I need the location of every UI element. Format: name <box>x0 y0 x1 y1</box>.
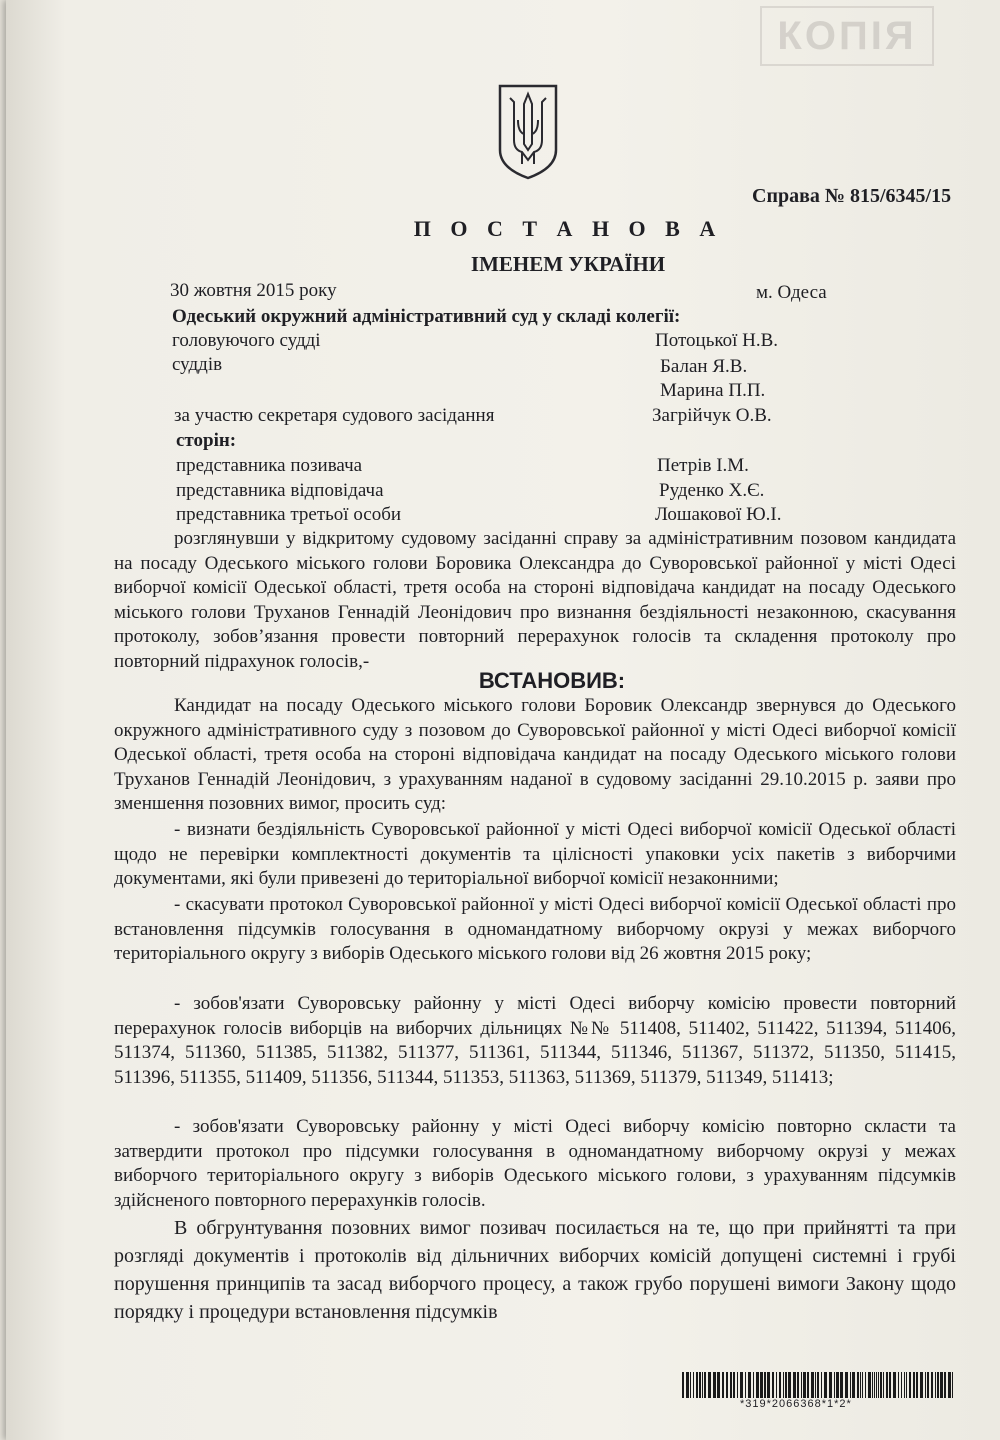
claim-item <box>114 893 956 967</box>
intro-text: розглянувши у відкритому судовому засіданні справу за адміністративним позовом кандидата на посаду Одеського міського голови Боровика Олександра до Суворовської районної у місті Одесі виборчої комісії Одеської області, третя особа на стороні відповідача кандидат на посаду Одеського міського голови Труханов Геннадій Леонідович про визнання бездіяльності незаконною, скасування протоколу, зобов’язання провести повторний перерахунок голосів та складення протоколу про повторний підрахунок голосів,- <box>114 528 956 672</box>
document-subtitle: ІМЕНЕМ УКРАЇНИ <box>470 252 666 276</box>
claim-item <box>114 818 956 892</box>
paragraph-1 <box>114 694 956 817</box>
barcode-number: *319*2066368*1*2* <box>740 1398 852 1410</box>
claim-text: - зобов'язати Суворовську районну у місті Одесі виборчу комісію повторно скласти та затвердити протокол про підсумки голосування в одномандатному виборчому окрузі у межах виборчого територіального округу з виборів Одеського міського голови, з урахуванням підсумків здійсненого повторного перерахунків голосів. <box>114 1116 956 1211</box>
claim-text: - визнати бездіяльність Суворовської районної у місті Одесі виборчої комісії Одеської області щодо не перевірки комплектності документів та цілісності упаковки усіх пакетів з виборчими документами, які були привезені до територіальної виборчої комісії незаконними; <box>114 819 956 890</box>
claim-item <box>114 992 956 1090</box>
panel-role: головуючого судді <box>172 330 321 351</box>
paragraph-2-text: В обгрунтування позовних вимог позивач посилається на те, що при прийнятті та при розгляді документів і протоколів від дільничних виборчих комісій допущені системні і грубі порушення принципів та засад виборчого процесу, а також грубо порушені вимоги Закону щодо порядку і процедури встановлення підсумків <box>114 1217 956 1323</box>
panel-role: суддів <box>172 354 223 375</box>
party-name: Лошакової Ю.І. <box>655 504 782 525</box>
panel-name: Марина П.П. <box>660 380 766 401</box>
case-number: Справа № 815/6345/15 <box>752 185 952 207</box>
claim-text: - зобов'язати Суворовську районну у місті Одесі виборчу комісію провести повторний перерахунок голосів виборців на виборчих дільницях №№ 511408, 511402, 511422, 511394, 511406, 511374, 511360, 511385, 511382, 511377, 511361, 511344, 511346, 511367, 511372, 511350, 511415, 511396, 511355, 511409, 511356, 511344, 511353, 511363, 511369, 511379, 511349, 511413; <box>114 993 956 1088</box>
panel-name: Загрійчук О.В. <box>652 405 772 426</box>
barcode <box>682 1372 958 1398</box>
party-role: представника третьої особи <box>176 504 402 525</box>
party-name: Петрів І.М. <box>657 455 749 476</box>
decision-date: 30 жовтня 2015 року <box>170 280 337 301</box>
decision-city: м. Одеса <box>756 282 827 303</box>
panel-name: Балан Я.В. <box>660 356 748 377</box>
claim-item <box>114 1115 956 1213</box>
trident-emblem-icon <box>496 84 560 180</box>
paragraph-2 <box>114 1214 956 1326</box>
copy-stamp: КОПІЯ <box>760 6 934 66</box>
panel-name: Потоцької Н.В. <box>655 330 779 351</box>
party-role: представника позивача <box>176 455 363 476</box>
claim-text: - скасувати протокол Суворовської районної у місті Одесі виборчої комісії Одеської області про встановлення підсумків голосування в одномандатному виборчому окрузі у межах виборчого територіального округу з виборів Одеського міського голови від 26 жовтня 2015 року; <box>114 894 956 965</box>
party-name: Руденко Х.Є. <box>659 480 765 501</box>
panel-role: за участю секретаря судового засідання <box>174 405 495 426</box>
court-name: Одеський окружний адміністративний суд у складі колегії: <box>172 306 681 327</box>
paragraph-1-text: Кандидат на посаду Одеського міського голови Боровик Олександр звернувся до Одеського окружного адміністративного суду з позовом до Суворовської районної у місті Одесі виборчої комісії Одеської області, третя особа на стороні відповідача кандидат на посаду Одеського міського голови Труханов Геннадій Леонідович, з урахуванням наданої в судовому засіданні 29.10.2015 р. заяви про зменшення позовних вимог, просить суд: <box>114 695 956 815</box>
section-heading: ВСТАНОВИВ: <box>478 668 626 693</box>
intro-paragraph <box>114 527 956 675</box>
document-title: П О С Т А Н О В А <box>413 216 723 241</box>
parties-label: сторін: <box>176 430 237 451</box>
party-role: представника відповідача <box>176 480 384 501</box>
